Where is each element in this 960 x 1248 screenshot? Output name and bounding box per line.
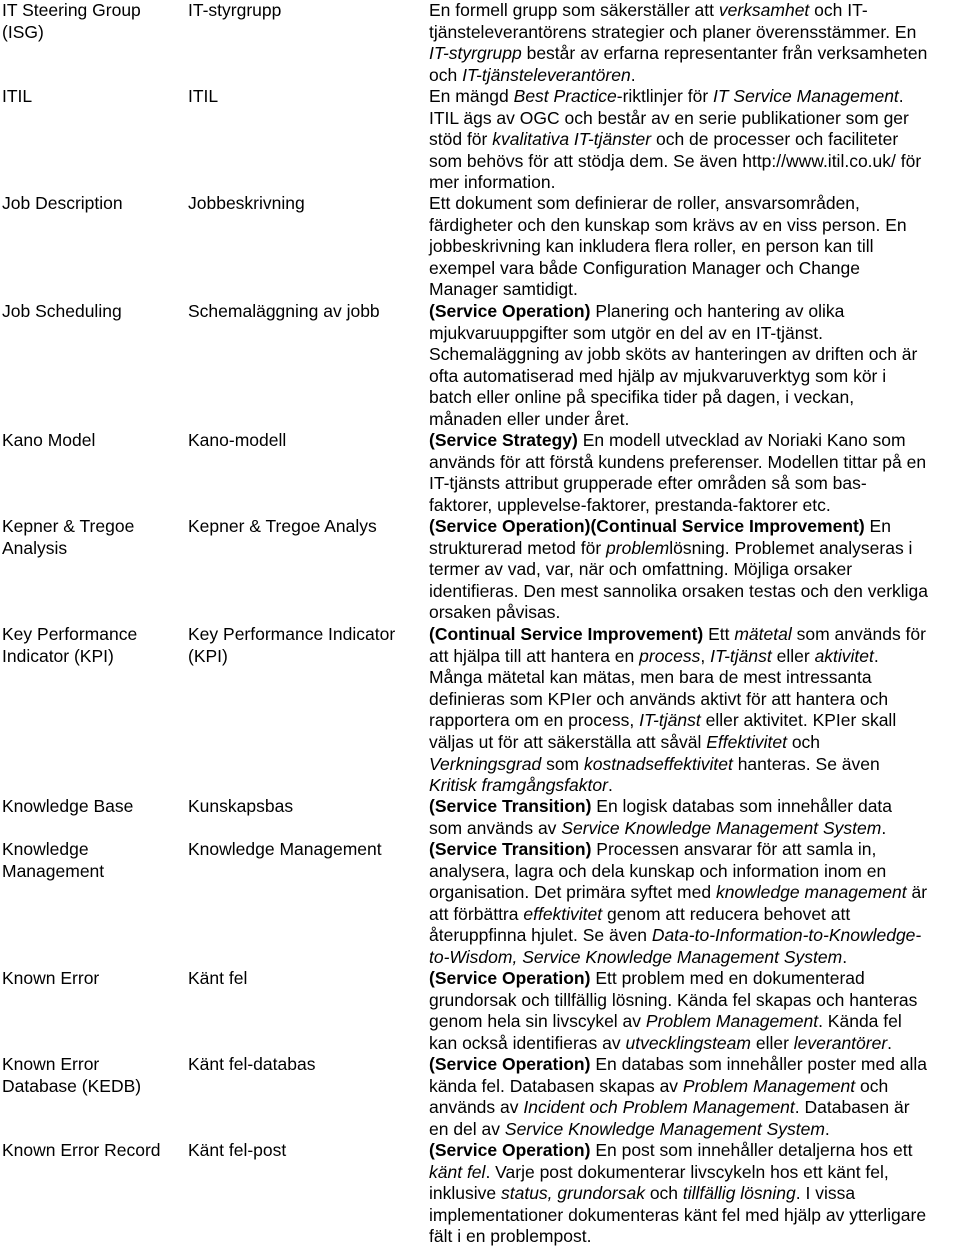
definition-text: väljas ut för att säkerställa att såväl [429,731,707,752]
definition-line [429,1011,960,1033]
definition-line [429,387,960,409]
definition-italic-text: problem [606,537,670,558]
entry-definition [429,839,960,969]
term-line: Indicator (KPI) [2,645,114,666]
definition-text: Planering och hantering av olika [590,301,845,321]
definition-line [429,710,960,732]
definition-text: . Databasen är [794,1097,910,1118]
entry-swedish-term [188,193,420,215]
definition-line [429,1033,960,1055]
definition-italic-text: kvalitativa IT-tjänster [492,129,652,150]
definition-bold-text: (Service Transition) [429,796,592,816]
term-line: Management [2,860,105,881]
definition-text: Manager samtidigt. [429,279,578,300]
entry-term [2,968,182,990]
swedish-term-line: Känt fel-databas [188,1054,316,1074]
definition-text: definieras som KPIer och används aktivt för att hantera och [429,688,889,709]
definition-text: består av erfarna representanter från verksamheten [521,43,928,64]
definition-line [429,473,960,495]
definition-line [429,947,960,969]
term-line: Known Error Record [2,1140,161,1160]
entry-definition [429,1054,960,1140]
entry-swedish-term [188,1140,420,1162]
entry-term [2,301,182,323]
definition-italic-text: kostnadseffektivitet [584,753,733,774]
swedish-term-line: IT-styrgrupp [188,0,282,20]
definition-line [429,796,960,818]
definition-text: kända fel. Databasen skapas av [429,1075,683,1096]
definition-text: . [887,1032,893,1053]
term-line: ITIL [2,86,33,106]
definition-italic-text: IT Service Management [713,86,899,106]
entry-swedish-term [188,516,420,538]
definition-bold-text: (Service Operation) [429,968,591,988]
definition-line [429,452,960,474]
entry-swedish-term [188,968,420,990]
entry-swedish-term [188,624,420,667]
definition-line [429,65,960,87]
definition-text: En logisk databas som innehåller data [591,796,893,816]
definition-text: eller [771,645,815,666]
definition-text: . [607,775,613,796]
swedish-term-line: Kepner & Tregoe Analys [188,516,377,536]
definition-text: och de processer och faciliteter [651,129,899,150]
definition-italic-text: Incident och Problem Management [523,1097,795,1118]
entry-swedish-term [188,86,420,108]
definition-italic-text: Kritisk framgångsfaktor [429,775,608,796]
definition-text: Ett problem med en dokumenterad [590,968,865,988]
definition-line [429,624,960,646]
definition-text: som [541,753,584,774]
definition-line [429,968,960,990]
definition-line [429,430,960,452]
definition-text: genom hela sin livscykel av [429,1011,646,1032]
definition-line [429,818,960,840]
definition-text: Många mätetal kan mätas, men bara de mest intressanta [429,667,872,688]
definition-italic-text: aktivitet [814,645,874,666]
entry-swedish-term [188,1054,420,1076]
definition-line [429,0,960,22]
definition-text: som används för [791,624,926,644]
definition-line [429,1140,960,1162]
entry-term [2,0,182,43]
definition-line [429,516,960,538]
definition-text: En [864,516,891,536]
definition-line [429,1119,960,1141]
definition-line [429,1226,960,1248]
definition-text: ITIL ägs av OGC och består av en serie publikationer som ger [429,107,909,128]
definition-italic-text: process [639,645,701,666]
entry-definition [429,430,960,516]
entry-term [2,86,182,108]
term-line: Database (KEDB) [2,1075,142,1096]
definition-line [429,108,960,130]
term-line: Job Scheduling [2,301,122,321]
definition-line [429,1097,960,1119]
definition-text: organisation. Det primära syftet med [429,882,716,903]
entry-term [2,796,182,818]
entry-definition [429,516,960,624]
definition-italic-text: utvecklingsteam [625,1032,751,1053]
term-line: (ISG) [2,21,44,42]
swedish-term-line: Känt fel [188,968,248,988]
definition-text: fält i en problempost. [429,1226,592,1247]
definition-text: En modell utvecklad av Noriaki Kano som [577,430,906,450]
definition-text: Ett dokument som definierar de roller, ansvarsområden, [429,193,860,213]
definition-italic-text: tillfällig lösning [682,1183,796,1204]
definition-text: eller [750,1032,794,1053]
entry-definition [429,301,960,431]
definition-text: En post som innehåller detaljerna hos ett [590,1140,913,1160]
entry-definition [429,968,960,1054]
entry-term [2,839,182,882]
entry-swedish-term [188,839,420,861]
swedish-term-line: Schemaläggning av jobb [188,301,380,321]
definition-text: lösning. Problemet analyseras i [669,537,913,558]
definition-text: termer av vad, var, när och omfattning. Möjliga orsaker [429,559,853,580]
definition-line [429,602,960,624]
definition-italic-text: verksamhet [718,0,810,20]
definition-italic-text: knowledge management [715,882,907,903]
swedish-term-line: Kunskapsbas [188,796,294,816]
definition-italic-text: effektivitet [523,903,603,924]
definition-text: en del av [429,1118,505,1139]
definition-text: . [842,946,848,967]
definition-line [429,43,960,65]
definition-line [429,215,960,237]
definition-bold-text: (Service Operation) [429,1140,591,1160]
definition-line [429,1054,960,1076]
definition-line [429,1076,960,1098]
term-line: Job Description [2,193,123,213]
term-line: Kepner & Tregoe [2,516,135,536]
term-line: Key Performance [2,624,138,644]
definition-line [429,1205,960,1227]
term-line: IT Steering Group [2,0,141,20]
definition-bold-text: (Continual Service Improvement) [429,624,704,644]
definition-line [429,86,960,108]
swedish-term-line: Kano-modell [188,430,287,450]
definition-text: . [630,64,636,85]
definition-bold-text: (Service Strategy) [429,430,578,450]
definition-text: är [906,882,928,903]
definition-italic-text: to-Wisdom, Service Knowledge Management System [429,946,843,967]
definition-text: En formell grupp som säkerställer att [429,0,719,20]
definition-line [429,581,960,603]
definition-italic-text: Service Knowledge Management System [561,817,882,838]
definition-text: månaden eller under året. [429,408,630,429]
definition-line [429,559,960,581]
definition-line [429,689,960,711]
entry-term [2,430,182,452]
definition-line [429,861,960,883]
definition-italic-text: Verkningsgrad [429,753,542,774]
definition-bold-text: (Service Operation)(Continual Service Improvement) [429,516,865,536]
definition-text: implementationer dokumenteras känt fel med hjälp av ytterligare [429,1204,927,1225]
entry-swedish-term [188,430,420,452]
entry-swedish-term [188,796,420,818]
definition-text: och [786,731,821,752]
definition-line [429,1183,960,1205]
definition-text: -riktlinjer för [616,86,714,106]
definition-text: används för att förstå kundens preferenser. Modellen tittar på en [429,451,927,472]
definition-text: och [855,1075,889,1096]
term-line: Knowledge Base [2,796,134,816]
definition-text: att förbättra [429,903,524,924]
entry-definition [429,624,960,797]
definition-text: orsaken påvisas. [429,602,561,623]
entry-swedish-term [188,301,420,323]
definition-line [429,538,960,560]
definition-text: faktorer, upplevelse-faktorer, prestanda-faktorer etc. [429,494,831,515]
definition-line [429,732,960,754]
definition-line [429,323,960,345]
definition-text: eller aktivitet. KPIer skall [700,710,897,731]
definition-line [429,754,960,776]
definition-italic-text: Data-to-Information-to-Knowledge- [651,925,922,946]
definition-line [429,882,960,904]
definition-text: och [644,1183,683,1204]
definition-text: stöd för [429,129,493,150]
definition-text: . [824,1118,830,1139]
definition-text: analysera, lagra och dela kunskap och information inom en [429,860,887,881]
entry-term [2,624,182,667]
term-line: Kano Model [2,430,96,450]
definition-text: att hjälpa till att hantera en [429,645,640,666]
definition-line [429,193,960,215]
definition-line [429,646,960,668]
definition-text: Ett [703,624,735,644]
definition-line [429,301,960,323]
definition-line [429,258,960,280]
definition-text: , [700,645,711,666]
definition-text: . [873,645,879,666]
definition-text: grundorsak och tillfällig lösning. Kända fel skapas och hanteras [429,989,918,1010]
definition-italic-text: leverantörer [793,1032,888,1053]
definition-line [429,495,960,517]
definition-text: jobbeskrivning kan inkludera flera roller, en person kan till [429,236,874,257]
definition-text: ofta automatiserad med hjälp av mjukvaruverktyg som kör i [429,365,887,386]
definition-bold-text: (Service Operation) [429,301,591,321]
definition-text: rapportera om en process, [429,710,640,731]
definition-italic-text: känt fel [429,1161,486,1182]
definition-italic-text: Problem Management [682,1075,856,1096]
definition-text: En mängd [429,86,514,106]
definition-text: strukturerad metod för [429,537,607,558]
definition-line [429,22,960,44]
definition-line [429,1162,960,1184]
definition-text: Processen ansvarar för att samla in, [591,839,877,859]
definition-italic-text: Best Practice [513,86,617,106]
term-line: Analysis [2,537,68,558]
swedish-term-line: Key Performance Indicator [188,624,396,644]
definition-text: mer information. [429,172,556,193]
definition-text: . I vissa [795,1183,856,1204]
definition-text: som behövs för att stödja dem. Se även http://www.itil.co.uk/ för [429,150,922,171]
entry-definition [429,796,960,839]
definition-text: kan också identifieras av [429,1032,626,1053]
definition-line [429,279,960,301]
definition-line [429,839,960,861]
definition-text: batch eller online på specifika tider på dagen, i veckan, [429,387,855,408]
definition-text: och IT- [809,0,868,20]
entry-term [2,1140,182,1162]
definition-italic-text: mätetal [734,624,792,644]
definition-line [429,409,960,431]
term-line: Knowledge [2,839,89,859]
definition-text: . [881,817,887,838]
definition-text: identifieras. Den mest sannolika orsaken testas och den verkliga [429,580,929,601]
definition-bold-text: (Service Transition) [429,839,592,859]
definition-text: . [898,86,904,106]
swedish-term-line: (KPI) [188,645,228,666]
definition-text: hanteras. Se även [732,753,880,774]
definition-line [429,904,960,926]
definition-line [429,990,960,1012]
definition-text: som används av [429,817,562,838]
definition-text: genom att reducera behovet att [602,903,851,924]
definition-italic-text: IT-tjänst [710,645,772,666]
definition-line [429,366,960,388]
definition-text: färdigheter och den kunskap som krävs av en viss person. En [429,214,907,235]
definition-italic-text: IT-tjänst [639,710,701,731]
definition-text: IT-tjänsts attribut grupperade efter områden så som bas- [429,473,867,494]
definition-italic-text: IT-styrgrupp [429,43,522,64]
entry-term [2,193,182,215]
definition-text: mjukvaruuppgifter som utgör en del av en IT-tjänst. [429,322,823,343]
definition-italic-text: Problem Management [645,1011,819,1032]
definition-italic-text: IT-tjänsteleverantören [462,64,631,85]
swedish-term-line: Jobbeskrivning [188,193,305,213]
entry-term [2,1054,182,1097]
definition-text: . Varje post dokumenterar livscykeln hos ett känt fel, [485,1161,889,1182]
definition-text: exempel vara både Configuration Manager och Change [429,257,860,278]
definition-text: inklusive [429,1183,501,1204]
swedish-term-line: Känt fel-post [188,1140,287,1160]
definition-bold-text: (Service Operation) [429,1054,591,1074]
entry-swedish-term [188,0,420,22]
definition-text: Schemaläggning av jobb sköts av hanteringen av driften och är [429,344,918,365]
definition-text: En databas som innehåller poster med alla [590,1054,928,1074]
definition-text: . Kända fel [818,1011,902,1032]
swedish-term-line: Knowledge Management [188,839,382,859]
definition-text: används av [429,1097,524,1118]
definition-italic-text: Effektivitet [706,731,787,752]
swedish-term-line: ITIL [188,86,219,106]
definition-italic-text: status, grundorsak [500,1183,645,1204]
definition-text: tjänsteleverantörens strategier och planer överensstämmer. En [429,21,917,42]
definition-line [429,129,960,151]
term-line: Known Error [2,968,100,988]
definition-text: återuppfinna hjulet. Se även [429,925,652,946]
definition-line [429,236,960,258]
entry-definition [429,86,960,194]
definition-line [429,344,960,366]
entry-definition [429,1140,960,1248]
definition-italic-text: Service Knowledge Management System [504,1118,825,1139]
entry-definition [429,0,960,86]
definition-line [429,925,960,947]
definition-line [429,775,960,797]
definition-line [429,151,960,173]
term-line: Known Error [2,1054,100,1074]
definition-line [429,667,960,689]
definition-text: och [429,64,463,85]
definition-line [429,172,960,194]
entry-term [2,516,182,559]
entry-definition [429,193,960,301]
